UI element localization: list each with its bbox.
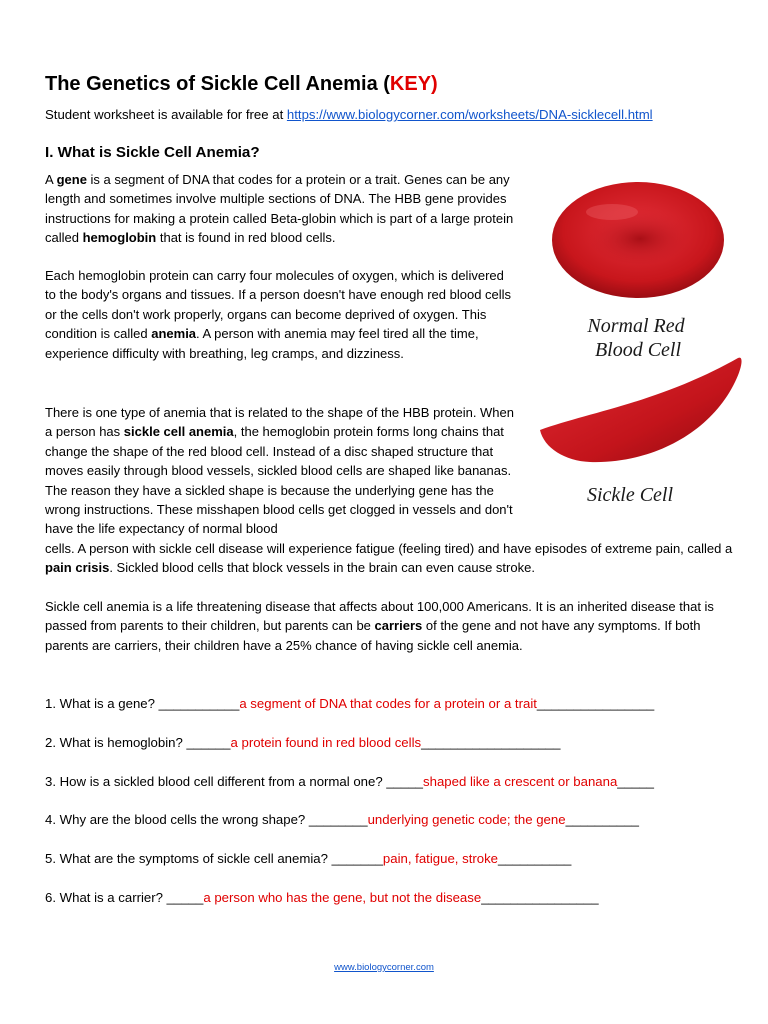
paragraph-sickle-cell: There is one type of anemia that is related to the shape of the HBB protein. When a person has sickle cell anemia, the hemoglobin protein forms long chains that change the shape of the red blood cell. Instead of a disc shaped structure that moves easily through blood vessels, sickled blood cells are shaped like bananas. The reason they have a sickled shape is because the underlying gene has the wrong instructions. These misshapen blood cells get clogged in vessels and don't have the life expectancy of normal blood [45,405,514,537]
answer-text: a person who has the gene, but not the disease [203,890,482,905]
normal-cell-label-line2: Blood Cell [594,339,682,361]
page-title [45,70,438,98]
question-text: 3. How is a sickled blood cell different from a normal one? _____ [45,774,424,789]
term-anemia: anemia [151,326,197,342]
answer-blank: ________________ [481,890,599,905]
section-heading: I. What is Sickle Cell Anemia? [45,144,260,161]
answer-blank: ________________ [536,696,655,711]
answer-text: underlying genetic code; the gene [367,812,566,827]
worksheet-availability-line [45,106,653,124]
question-1 [45,695,654,713]
answer-blank: __________ [565,812,639,827]
term-pain-crisis: pain crisis [45,560,110,576]
question-text: 4. Why are the blood cells the wrong shape? ________ [45,812,368,827]
answer-text: a protein found in red blood cells [230,735,422,750]
question-3 [45,773,654,791]
answer-text: a segment of DNA that codes for a protein or a trait [239,696,537,711]
paragraph-gene: A gene is a segment of DNA that codes for a protein or a trait. Genes can be any length and sometimes involve multiple sections of DNA. The HBB gene provides instructions for making a protein called Beta-globin which is part of a large protein called hemoglobin that is found in red blood cells. [45,172,514,246]
title-text: The Genetics of Sickle Cell Anemia ( [45,73,390,95]
page-footer [0,962,768,973]
question-5 [45,850,571,868]
question-6 [45,889,599,907]
answer-blank: __________ [498,851,572,866]
blood-cell-figure [530,172,755,522]
paragraph-anemia: Each hemoglobin protein can carry four molecules of oxygen, which is delivered to the body's organs and tissues. If a person doesn't have enough red blood cells or the cells don't work properly, organs can become deprived of oxygen. This condition is called anemia. A person with anemia may feel tired all the time, experience difficulty with breathing, leg cramps, and dizziness. [45,268,512,361]
sickle-cell-label: Sickle Cell [586,484,674,506]
answer-text: shaped like a crescent or banana [423,774,618,789]
key-label: KEY [389,73,432,95]
term-carriers: carriers [374,618,423,634]
question-text: 5. What are the symptoms of sickle cell anemia? _______ [45,851,383,866]
worksheet-link[interactable]: https://www.biologycorner.com/worksheets/DNA-sicklecell.html [286,107,653,122]
question-text: 2. What is hemoglobin? ______ [45,735,231,750]
term-sickle-cell-anemia: sickle cell anemia [123,424,234,440]
footer-link[interactable]: www.biologycorner.com [334,962,434,973]
answer-text: pain, fatigue, stroke [382,851,499,866]
question-2 [45,734,560,752]
paragraph-sickle-cell-continued: cells. A person with sickle cell disease will experience fatigue (feeling tired) and have episodes of extreme pain, called a pain crisis. Sickled blood cells that block vessels in the brain can even cause stroke. [45,541,733,576]
question-text: 1. What is a gene? ___________ [45,696,240,711]
normal-red-blood-cell-icon [552,182,724,298]
question-4 [45,811,639,829]
normal-cell-label-line1: Normal Red [587,315,685,337]
answer-blank: _____ [617,774,654,789]
availability-text: Student worksheet is available for free at [45,107,287,122]
term-gene: gene [56,172,87,187]
blood-cell-illustration [530,172,755,522]
term-hemoglobin: hemoglobin [82,230,157,246]
sickle-cell-icon [540,358,742,463]
answer-blank: ___________________ [421,735,561,750]
question-text: 6. What is a carrier? _____ [45,890,204,905]
title-close-paren: ) [431,73,438,95]
paragraph-carriers: Sickle cell anemia is a life threatening disease that affects about 100,000 Americans. It is an inherited disease that is passed from parents to their children, but parents can be carriers of the gene and not have any symptoms. If both parents are carriers, their children have a 25% chance of having sickle cell anemia. [45,599,714,653]
